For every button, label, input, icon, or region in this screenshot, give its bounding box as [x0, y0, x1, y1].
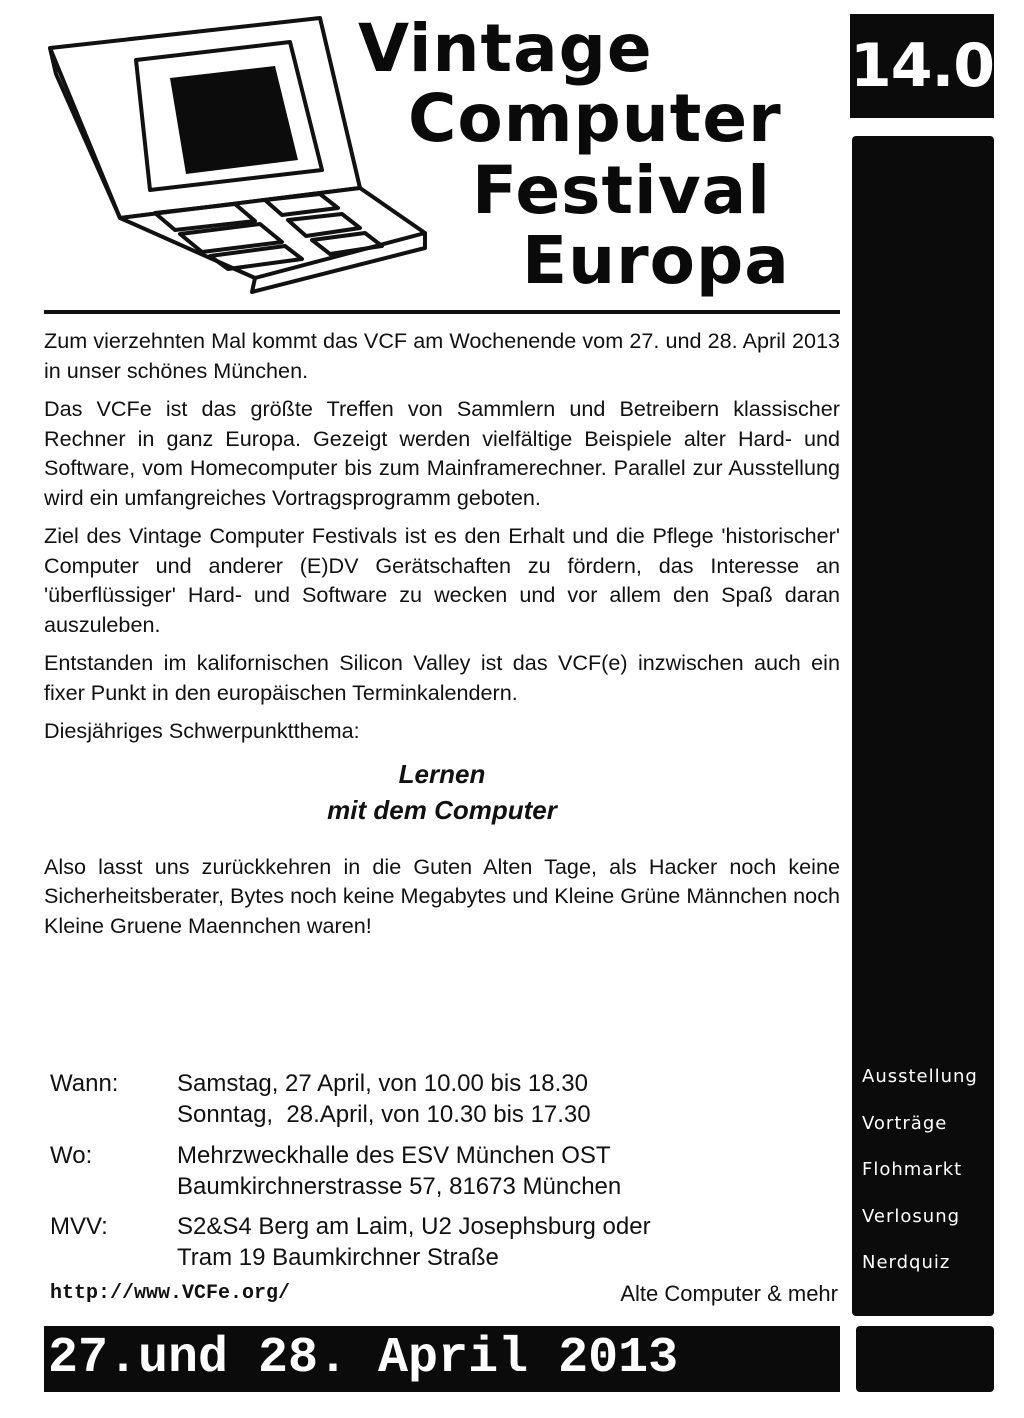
focus-intro: Diesjähriges Schwerpunktthema: — [44, 718, 360, 743]
wann-line-1: Samstag, 27 April, von 10.00 bis 18.30 — [177, 1070, 588, 1097]
wo-label: Wo: — [50, 1142, 93, 1169]
focus-line-1: Lernen — [398, 758, 486, 789]
mvv-label: MVV: — [50, 1213, 108, 1240]
wann-label: Wann: — [50, 1070, 119, 1097]
title-line-vintage: Vintage — [358, 10, 653, 87]
side-item-verlosung: Verlosung — [862, 1205, 961, 1227]
intro-paragraph-1: Zum vierzehnten Mal kommt das VCF am Wochenende vom 27. und 28. April 2013 in unser schönes München. — [44, 328, 840, 383]
intro-text — [44, 326, 840, 949]
closing-paragraph: Also lasst uns zurückkehren in die Guten Alten Tage, als Hacker noch keine Sicherheitsberater, Bytes noch keine Megabytes und Kleine Grüne Männchen noch Kleine Gruene Maennchen waren! — [44, 853, 840, 938]
title-line-festival: Festival — [472, 152, 771, 229]
wo-line-2: Baumkirchnerstrasse 57, 81673 München — [177, 1173, 622, 1200]
corner-block — [856, 1326, 994, 1392]
side-item-ausstellung: Ausstellung — [862, 1066, 978, 1087]
tagline: Alte Computer & mehr — [620, 1281, 838, 1306]
side-item-nerdquiz: Nerdquiz — [862, 1252, 951, 1273]
focus-line-2: mit dem Computer — [327, 794, 557, 825]
wann-line-2: Sonntag, 28.April, von 10.30 bis 17.30 — [177, 1101, 591, 1128]
wo-line-1: Mehrzweckhalle des ESV München OST — [177, 1142, 611, 1169]
side-item-flohmarkt: Flohmarkt — [862, 1159, 963, 1180]
website-url: http://www.VCFe.org/ — [50, 1282, 291, 1305]
side-item-vortraege: Vorträge — [862, 1112, 948, 1134]
title-line-computer: Computer — [408, 80, 782, 157]
date-banner: 27.und 28. April 2013 — [44, 1326, 840, 1392]
mvv-line-1: S2&S4 Berg am Laim, U2 Josephsburg oder — [177, 1213, 651, 1240]
focus-topic — [44, 756, 840, 828]
intro-paragraph-2: Das VCFe ist das größte Treffen von Sammlern und Betreibern klassischer Rechner in ganz Europa. Gezeigt werden vielfältige Beispiele alter Hard- und Software, vom Homecomputer bis zum Mainframerechner. Parallel zur Ausstellung wird ein umfangreiches Vortragsprogramm geboten. — [44, 396, 840, 510]
intro-paragraph-3: Ziel des Vintage Computer Festivals ist es den Erhalt und die Pflege 'historischer' Computer und anderer (E)DV Gerätschaften zu fördern, das Interesse an 'überflüssiger' Hard- und Software zu wecken und vor allem den Spaß daran auszuleben. — [44, 523, 840, 637]
mvv-line-2: Tram 19 Baumkirchner Straße — [177, 1244, 499, 1271]
side-menu — [852, 1062, 994, 1295]
intro-paragraph-4: Entstanden im kalifornischen Silicon Valley ist das VCF(e) inzwischen auch ein fixer Punkt in den europäischen Terminkalendern. — [44, 650, 840, 705]
title-line-europa: Europa — [522, 222, 790, 299]
version-badge: 14.0 — [850, 14, 994, 118]
header-divider — [44, 310, 840, 314]
